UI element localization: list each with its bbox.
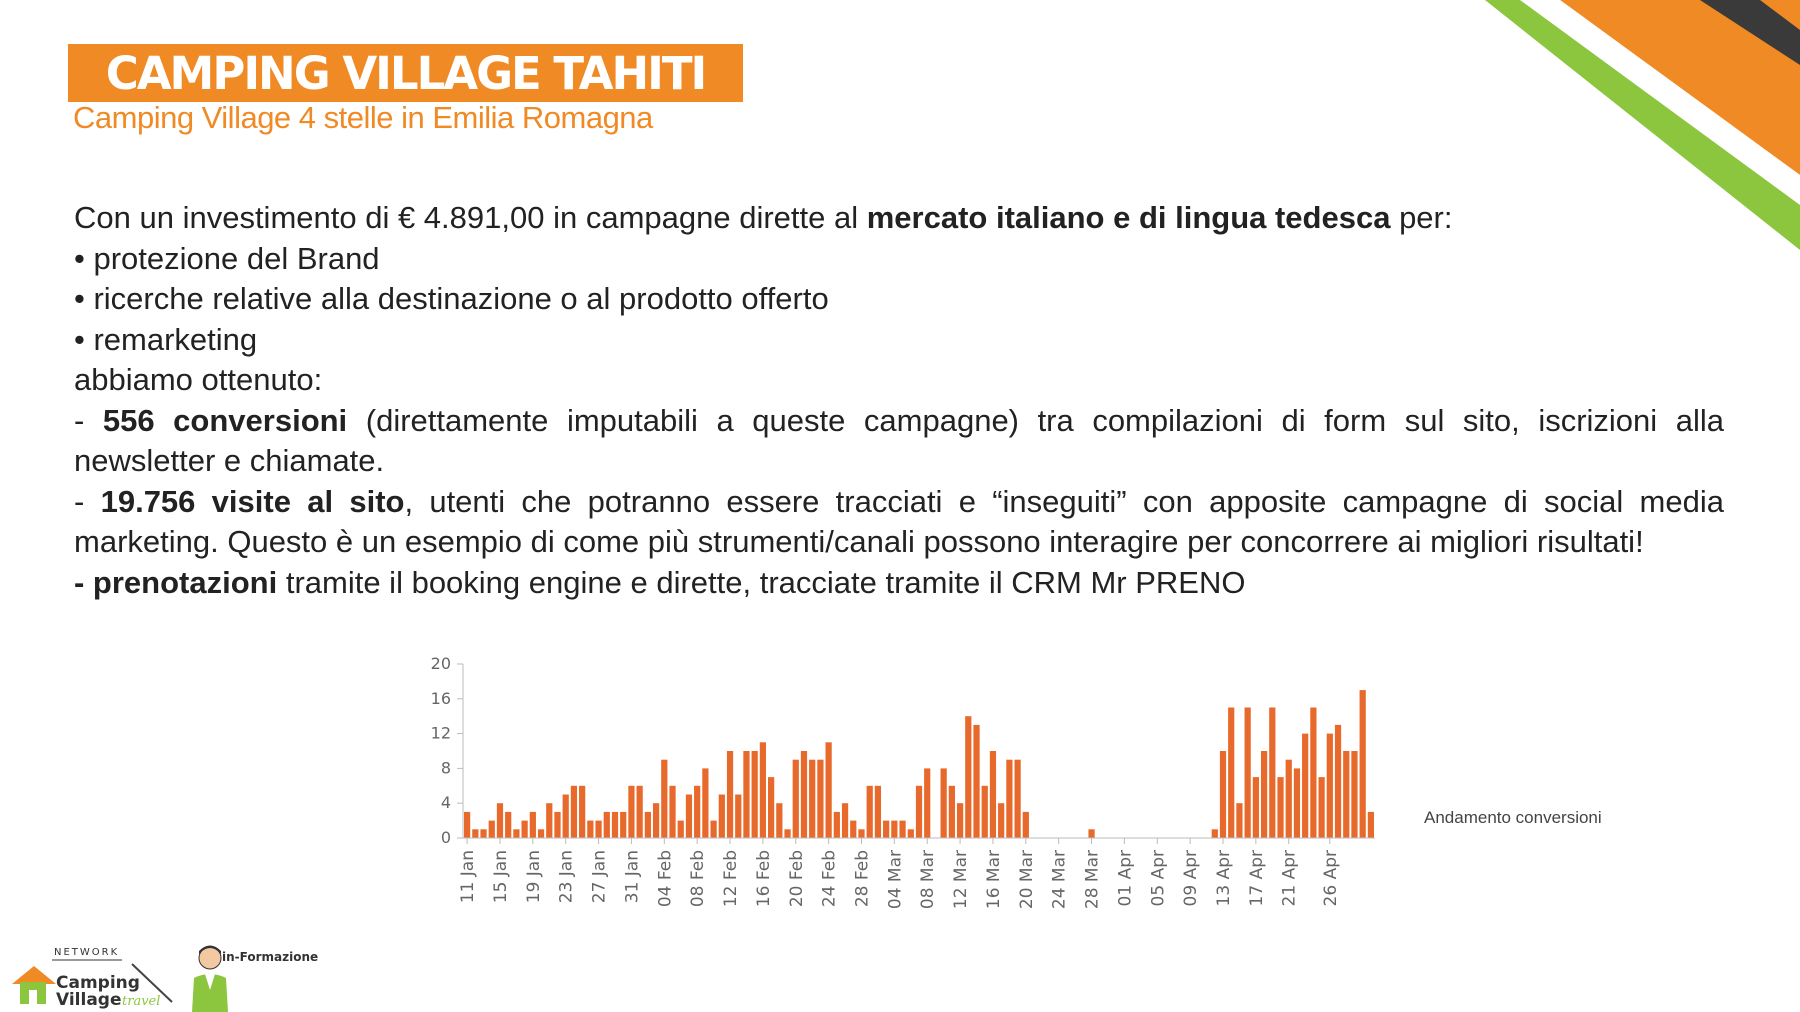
chart-bar — [530, 812, 536, 838]
result-visits-cont: marketing. Questo è un esempio di come più strumenti/canali possono interagire per concorrere ai migliori risultati! — [74, 524, 1644, 559]
bullet-item: • protezione del Brand — [74, 240, 380, 276]
x-tick-label: 12 Feb — [721, 850, 742, 908]
chart-bar — [776, 803, 782, 838]
chart-bar — [891, 821, 897, 838]
chart-bar — [645, 812, 651, 838]
result3-rest: tramite il booking engine e dirette, tracciate tramite il CRM Mr PRENO — [277, 564, 1246, 600]
white-gap — [1520, 0, 1800, 205]
chart-bar — [760, 742, 766, 838]
chart-bar — [538, 829, 544, 838]
chart-bar — [1220, 751, 1226, 838]
result1-rest: (direttamente imputabili a queste campagne) tra compilazioni di form sul sito, iscrizioni alla — [347, 402, 1724, 438]
chart-bar — [686, 795, 692, 839]
logo-camping: Camping — [56, 973, 140, 993]
result2-bold: 19.756 visite al sito — [100, 483, 405, 519]
chart-bar — [1014, 760, 1020, 838]
result1-bold: 556 conversioni — [102, 402, 348, 438]
logo-script: travel — [122, 994, 161, 1009]
chart-bar — [1228, 708, 1234, 839]
x-tick-label: 26 Apr — [1320, 850, 1341, 907]
chart-bar — [620, 812, 626, 838]
result-conversions — [74, 401, 1724, 442]
chart-bar — [842, 803, 848, 838]
chart-bar — [579, 786, 585, 838]
result1-prefix: - — [74, 402, 103, 438]
result-visits — [74, 482, 1724, 523]
chart-bar — [1310, 708, 1316, 839]
result-intro: abbiamo ottenuto: — [74, 362, 323, 397]
chart-bar — [752, 751, 758, 838]
chart-bar — [1351, 751, 1357, 838]
x-tick-label: 05 Apr — [1148, 850, 1169, 907]
chart-bar — [612, 812, 618, 838]
chart-bar — [899, 821, 905, 838]
chart-bar — [1245, 708, 1251, 839]
chart-bar — [571, 786, 577, 838]
page-subtitle: Camping Village 4 stelle in Emilia Romagna — [73, 100, 653, 135]
chart-bar — [1253, 777, 1259, 838]
x-tick-label: 16 Mar — [983, 850, 1004, 910]
intro-after: per: — [1390, 200, 1453, 235]
chart-bar — [998, 803, 1004, 838]
chart-bar — [710, 821, 716, 838]
logo-village: Village — [56, 990, 122, 1010]
chart-bar — [522, 821, 528, 838]
body-text — [74, 198, 1724, 603]
chart-bar — [916, 786, 922, 838]
chart-bar — [587, 821, 593, 838]
chart-bar — [653, 803, 659, 838]
chart-bar — [957, 803, 963, 838]
chart-bar — [505, 812, 511, 838]
x-tick-label: 15 Jan — [490, 850, 511, 904]
chart-bar — [513, 829, 519, 838]
y-tick-label: 8 — [440, 758, 451, 778]
x-tick-label: 08 Mar — [918, 850, 939, 910]
chart-bar — [678, 821, 684, 838]
chart-bar — [554, 812, 560, 838]
intro-before: Con un investimento di € 4.891,00 in campagne dirette al — [74, 200, 867, 235]
chart-bar — [563, 795, 569, 839]
chart-bar — [908, 829, 914, 838]
chart-bar — [1368, 812, 1374, 838]
house-icon-roof — [12, 966, 56, 984]
x-tick-label: 20 Mar — [1016, 850, 1037, 910]
x-tick-label: 04 Mar — [885, 850, 906, 910]
chart-bar — [1261, 751, 1267, 838]
chart-bar — [743, 751, 749, 838]
chart-bar — [834, 812, 840, 838]
result2-rest: , utenti che potranno essere tracciati e “inseguiti” con apposite campagne di social media — [404, 483, 1724, 519]
chart-bar — [850, 821, 856, 838]
chart-bar — [604, 812, 610, 838]
chart-bar — [464, 812, 470, 838]
x-tick-label: 19 Jan — [523, 850, 544, 904]
chart-bar — [480, 829, 486, 838]
chart-bar — [735, 795, 741, 839]
chart-bar — [1212, 829, 1218, 838]
chart-legend: Andamento conversioni — [1424, 808, 1602, 827]
house-icon-door — [29, 990, 37, 1004]
chart-bar — [497, 803, 503, 838]
chart-bar — [1088, 829, 1094, 838]
x-tick-label: 08 Feb — [688, 850, 709, 908]
chart-bar — [990, 751, 996, 838]
y-tick-label: 12 — [430, 723, 451, 743]
x-tick-label: 23 Jan — [556, 850, 577, 904]
orange-stripe-outer — [1560, 0, 1800, 175]
chart-bar — [719, 795, 725, 839]
chart-bar — [801, 751, 807, 838]
x-tick-label: 31 Jan — [622, 850, 643, 904]
chart-bar — [1023, 812, 1029, 838]
camping-village-network-logo — [10, 944, 330, 1012]
x-tick-label: 11 Jan — [458, 850, 479, 904]
chart-bar — [661, 760, 667, 838]
chart-bar — [595, 821, 601, 838]
chart-bar — [1343, 751, 1349, 838]
chart-bar — [875, 786, 881, 838]
dark-corner-stripe — [1700, 0, 1800, 65]
chart-bar — [669, 786, 675, 838]
conversions-chart — [400, 648, 1400, 918]
chart-bar — [1318, 777, 1324, 838]
result-bookings — [74, 563, 1724, 604]
chart-bar — [1269, 708, 1275, 839]
chart-bar — [768, 777, 774, 838]
x-tick-label: 27 Jan — [589, 850, 610, 904]
x-tick-label: 04 Feb — [655, 850, 676, 908]
result-conversions-cont: newsletter e chiamate. — [74, 443, 385, 478]
chart-bar — [1302, 734, 1308, 838]
chart-bar — [982, 786, 988, 838]
chart-bar — [1286, 760, 1292, 838]
x-tick-label: 01 Apr — [1115, 850, 1136, 907]
title-banner — [68, 44, 743, 102]
chart-bar — [1006, 760, 1012, 838]
intro-line — [74, 198, 1724, 239]
page-title: CAMPING VILLAGE TAHITI — [105, 46, 706, 100]
x-tick-label: 12 Mar — [951, 850, 972, 910]
chart-bar — [973, 725, 979, 838]
chart-bar — [965, 716, 971, 838]
x-tick-label: 20 Feb — [786, 850, 807, 908]
result3-bold: - prenotazioni — [74, 564, 278, 600]
chart-bar — [941, 768, 947, 838]
chart-bar — [1360, 690, 1366, 838]
chart-bar — [1277, 777, 1283, 838]
chart-bar — [1327, 734, 1333, 838]
chart-bar — [637, 786, 643, 838]
y-tick-label: 4 — [440, 793, 451, 813]
y-tick-label: 16 — [430, 688, 451, 708]
chart-bar — [793, 760, 799, 838]
y-tick-label: 20 — [430, 654, 451, 673]
chart-bar — [694, 786, 700, 838]
chart-bar — [784, 829, 790, 838]
chart-bar — [489, 821, 495, 838]
intro-bold: mercato italiano e di lingua tedesca — [866, 200, 1391, 235]
chart-bar — [949, 786, 955, 838]
x-tick-label: 28 Mar — [1082, 850, 1103, 910]
chart-bar — [817, 760, 823, 838]
chart-bar — [858, 829, 864, 838]
chart-bar — [924, 768, 930, 838]
x-tick-label: 17 Apr — [1246, 850, 1267, 907]
network-label: NETWORK — [54, 947, 120, 958]
y-tick-label: 0 — [440, 828, 451, 847]
x-tick-label: 28 Feb — [852, 850, 873, 908]
bullet-item: • ricerche relative alla destinazione o al prodotto offerto — [74, 281, 829, 316]
chart-bar — [826, 742, 832, 838]
x-tick-label: 16 Feb — [753, 850, 774, 908]
chart-bar — [1294, 768, 1300, 838]
chart-bar — [867, 786, 873, 838]
chart-bar — [702, 768, 708, 838]
chart-bar — [628, 786, 634, 838]
chart-bar — [1335, 725, 1341, 838]
x-tick-label: 24 Feb — [819, 850, 840, 908]
x-tick-label: 09 Apr — [1181, 850, 1202, 907]
x-tick-label: 21 Apr — [1279, 850, 1300, 907]
bullet-item: • remarketing — [74, 321, 258, 357]
in-formazione-label: in-Formazione — [222, 950, 319, 964]
x-tick-label: 13 Apr — [1214, 850, 1234, 907]
chart-bar — [1236, 803, 1242, 838]
chart-bar — [727, 751, 733, 838]
chart-bar — [546, 803, 552, 838]
chart-bar — [809, 760, 815, 838]
chart-bar — [883, 821, 889, 838]
x-tick-label: 24 Mar — [1049, 850, 1070, 910]
result2-prefix: - — [74, 483, 101, 519]
chart-bar — [472, 829, 478, 838]
